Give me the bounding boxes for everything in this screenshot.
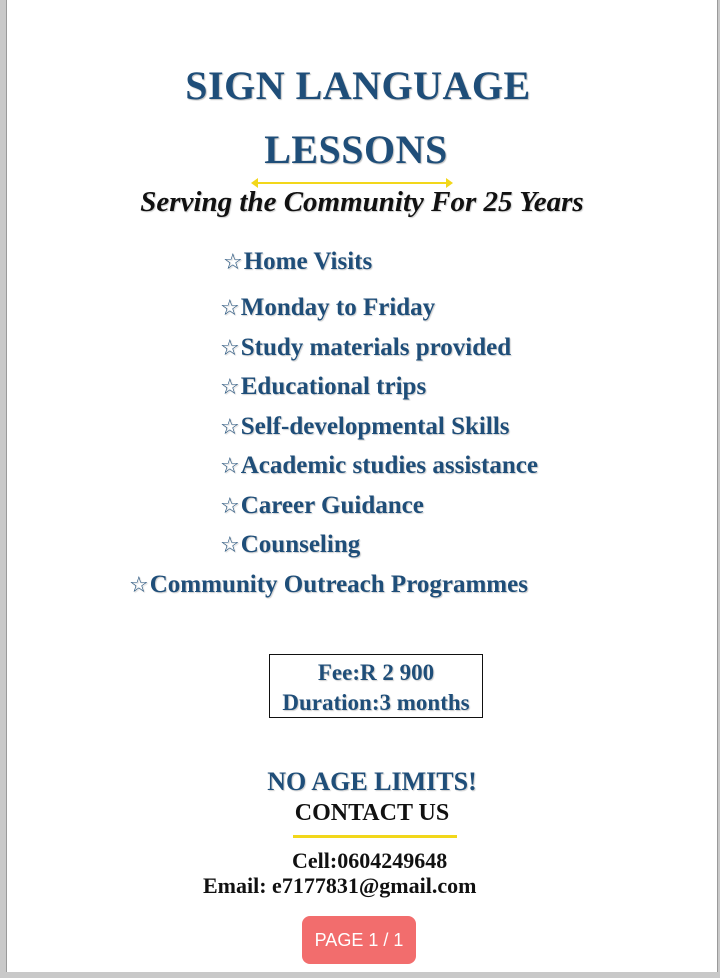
star-icon: ☆ [220,375,240,400]
star-icon: ☆ [220,296,240,321]
no-age-limits: NO AGE LIMITS! [267,767,477,796]
feature-item [220,373,426,401]
title-line-2: LESSONS [264,127,448,172]
fee-text: Fee:R 2 900 [317,660,435,685]
fee-box [269,654,483,718]
star-icon: ☆ [220,533,240,558]
feature-item [129,571,528,599]
feature-item [220,452,538,480]
feature-item [220,294,435,322]
star-icon: ☆ [220,336,240,361]
feature-label: Community Outreach Programmes [149,571,528,598]
feature-label: Study materials provided [240,334,512,361]
star-icon: ☆ [220,494,240,519]
star-icon: ☆ [220,454,240,479]
feature-item [220,492,424,520]
double-arrow-divider [257,182,447,184]
feature-label: Self-developmental Skills [240,413,510,440]
feature-item [220,413,510,441]
feature-label: Counseling [240,531,361,558]
feature-label: Monday to Friday [240,294,436,321]
contact-underline [293,835,457,838]
tagline: Serving the Community For 25 Years [140,186,584,218]
feature-label: Career Guidance [240,492,424,519]
email-address: Email: e7177831@gmail.com [203,873,477,898]
star-icon: ☆ [220,415,240,440]
feature-label: Academic studies assistance [240,452,538,479]
title-line-1: SIGN LANGUAGE [185,63,531,108]
feature-item [220,531,360,559]
cell-number: Cell:0604249648 [292,848,448,873]
star-icon: ☆ [129,573,149,598]
page-indicator: PAGE 1 / 1 [302,916,416,964]
star-icon: ☆ [223,250,243,275]
feature-label: Educational trips [240,373,427,400]
duration-text: Duration:3 months [282,690,470,715]
feature-item [220,334,511,362]
contact-heading: CONTACT US [294,800,450,826]
feature-item [223,248,372,276]
document-page [6,0,718,972]
feature-label: Home Visits [243,248,373,275]
